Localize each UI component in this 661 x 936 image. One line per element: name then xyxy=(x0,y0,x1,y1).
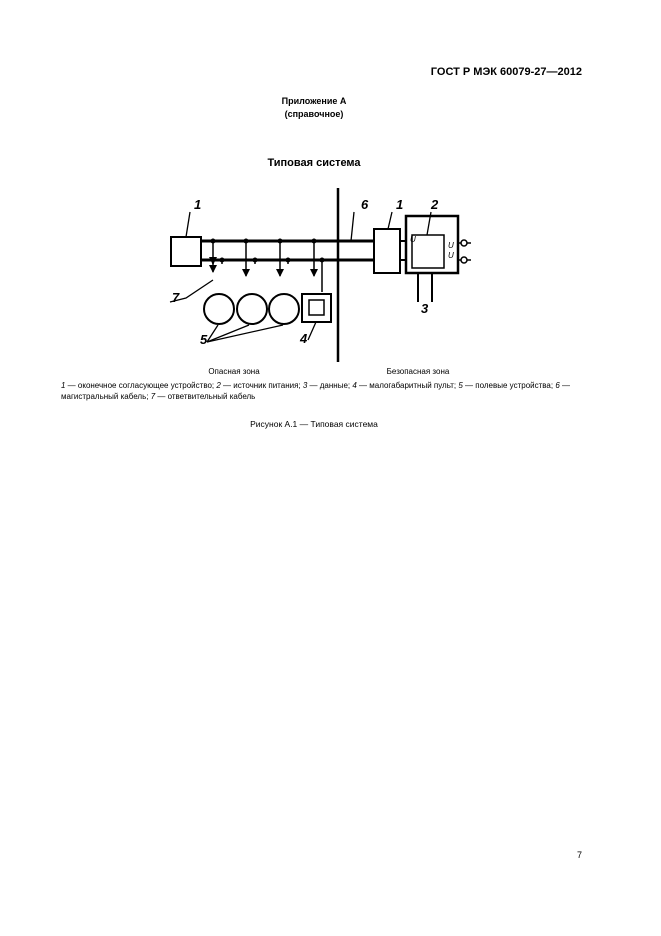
label-io-u2: U xyxy=(448,241,454,250)
label-data: 3 xyxy=(421,301,429,316)
typical-system-diagram xyxy=(0,0,661,380)
terminator-left xyxy=(171,237,201,266)
field-devices xyxy=(204,294,299,324)
label-field-devices: 5 xyxy=(200,332,208,347)
spur-arrows xyxy=(213,241,322,292)
legend-text: — источник питания; xyxy=(220,381,303,390)
field-device xyxy=(237,294,267,324)
legend-index: 2 xyxy=(216,381,221,390)
terminator-right xyxy=(374,229,400,273)
legend-index: 3 xyxy=(302,381,308,390)
terminal-lower xyxy=(461,257,467,263)
legend-index: 7 xyxy=(150,392,156,401)
label-io-u: U xyxy=(410,235,416,244)
figure-legend xyxy=(61,380,581,402)
label-safe-zone: Безопасная зона xyxy=(386,367,450,376)
field-device xyxy=(204,294,234,324)
legend-text: — малогабаритный пульт; xyxy=(356,381,459,390)
legend-text: — оконечное согласующее устройство; xyxy=(65,381,217,390)
page-number: 7 xyxy=(576,850,582,860)
legend-text: — магистральный кабель; xyxy=(61,381,571,401)
appendix-title: Приложение А xyxy=(281,96,347,106)
label-hazardous-zone: Опасная зона xyxy=(208,367,260,376)
terminal-upper xyxy=(461,240,467,246)
legend-index: 6 xyxy=(555,381,560,390)
legend-text: — ответвительный кабель xyxy=(155,392,256,401)
label-power-supply: 2 xyxy=(431,197,439,212)
legend-index: 1 xyxy=(61,381,66,390)
legend-text: — данные; xyxy=(307,381,353,390)
handheld-inner xyxy=(309,300,324,315)
legend-text: — полевые устройства; xyxy=(462,381,556,390)
appendix-subtitle: (справочное) xyxy=(284,109,344,119)
label-terminator-left: 1 xyxy=(194,197,202,212)
label-handheld: 4 xyxy=(300,331,308,346)
legend-index: 4 xyxy=(352,381,357,390)
power-supply-inner xyxy=(412,235,444,268)
standard-header: ГОСТ Р МЭК 60079-27—2012 xyxy=(430,66,582,78)
section-title: Типовая система xyxy=(267,157,361,169)
field-device xyxy=(269,294,299,324)
label-io-v: U xyxy=(448,251,454,260)
figure-caption: Рисунок А.1 — Типовая система xyxy=(250,419,378,429)
legend-index: 5 xyxy=(458,381,463,390)
label-terminator-right: 1 xyxy=(396,197,404,212)
label-spur: 7 xyxy=(172,290,180,305)
label-trunk: 6 xyxy=(361,197,369,212)
